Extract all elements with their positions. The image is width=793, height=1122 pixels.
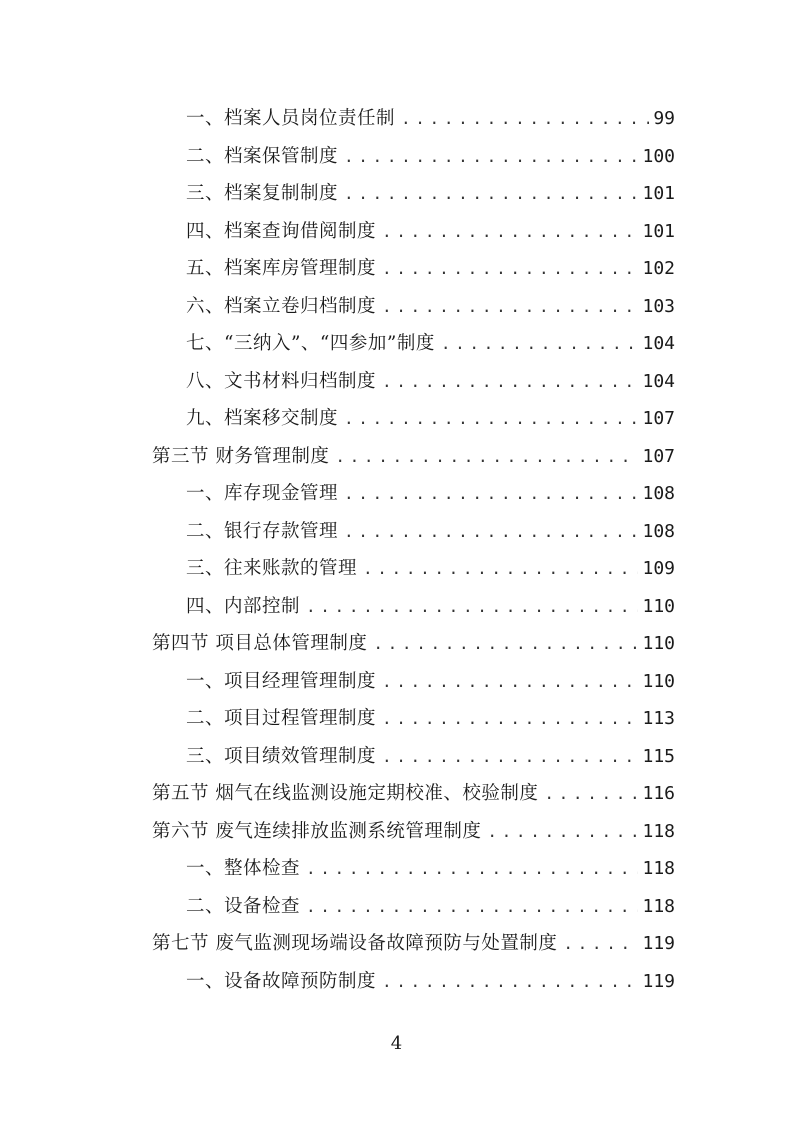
toc-entry-line [152, 625, 675, 663]
toc-subsection-entry [0, 700, 793, 738]
toc-entry-page-number: 110 [642, 670, 675, 692]
toc-subsection-entry [0, 963, 793, 1001]
toc-entry-page-number: 110 [642, 595, 675, 617]
toc-entry-label: 八、文书材料归档制度 [186, 370, 377, 392]
toc-section-entry [0, 438, 793, 476]
toc-entry-page-number: 119 [642, 933, 675, 954]
dot-leader [382, 963, 638, 1001]
toc-entry-line [152, 813, 675, 851]
toc-entry-page-number: 115 [642, 745, 675, 767]
toc-entry-page-number: 104 [642, 370, 675, 392]
dot-leader [344, 513, 638, 551]
toc-subsection-entry [0, 888, 793, 926]
toc-entry-label: 一、设备故障预防制度 [186, 970, 377, 992]
toc-entry-label: 第六节 废气连续排放监测系统管理制度 [152, 820, 482, 842]
toc-subsection-entry [0, 213, 793, 251]
toc-subsection-entry [0, 513, 793, 551]
toc-entry-label: 第七节 废气监测现场端设备故障预防与处置制度 [152, 933, 558, 954]
dot-leader [335, 438, 638, 476]
dot-leader [382, 213, 638, 251]
toc-entry-line [186, 288, 675, 326]
toc-entry-page-number: 119 [642, 970, 675, 992]
toc-entry-label: 三、往来账款的管理 [186, 558, 358, 579]
toc-entry-label: 一、项目经理管理制度 [186, 670, 377, 692]
toc-entry-label: 第三节 财务管理制度 [152, 445, 330, 467]
toc-subsection-entry [0, 475, 793, 513]
toc-section-entry [0, 813, 793, 851]
toc-entry-line [186, 588, 675, 626]
toc-entry-line [186, 850, 675, 888]
toc-entry-label: 一、档案人员岗位责任制 [186, 108, 396, 129]
toc-entry-line [186, 175, 675, 213]
toc-entry-line [152, 438, 675, 476]
toc-section-entry [0, 625, 793, 663]
dot-leader [344, 175, 638, 213]
toc-entry-page-number: 109 [642, 558, 675, 579]
toc-entry-label: 五、档案库房管理制度 [186, 258, 377, 279]
toc-subsection-entry [0, 138, 793, 176]
toc-entry-page-number: 108 [642, 520, 675, 542]
dot-leader [382, 363, 638, 401]
dot-leader [382, 738, 638, 776]
dot-leader [306, 888, 638, 926]
toc-entry-page-number: 100 [642, 145, 675, 167]
dot-leader [344, 138, 638, 176]
toc-subsection-entry [0, 550, 793, 588]
toc-subsection-entry [0, 738, 793, 776]
toc-entry-label: 四、内部控制 [186, 595, 301, 617]
toc-subsection-entry [0, 175, 793, 213]
toc-entry-page-number: 116 [642, 783, 675, 804]
toc-subsection-entry [0, 100, 793, 138]
dot-leader [487, 813, 638, 851]
toc-entry-label: 一、整体检查 [186, 858, 301, 879]
toc-entry-label: 七、“三纳入”、“四参加”制度 [186, 333, 435, 354]
dot-leader [373, 625, 638, 663]
toc-entry-line [186, 475, 675, 513]
toc-subsection-entry [0, 588, 793, 626]
toc-entry-page-number: 118 [642, 895, 675, 917]
toc-entry-label: 二、项目过程管理制度 [186, 708, 377, 729]
toc-entry-page-number: 103 [642, 295, 675, 317]
table-of-contents [0, 100, 793, 1000]
toc-entry-label: 第四节 项目总体管理制度 [152, 633, 368, 654]
toc-entry-page-number: 102 [642, 258, 675, 279]
toc-entry-label: 二、银行存款管理 [186, 520, 339, 542]
toc-entry-label: 六、档案立卷归档制度 [186, 295, 377, 317]
dot-leader [306, 850, 638, 888]
dot-leader [382, 663, 638, 701]
toc-entry-line [152, 775, 675, 813]
dot-leader [344, 400, 638, 438]
dot-leader [363, 550, 638, 588]
toc-entry-label: 第五节 烟气在线监测设施定期校准、校验制度 [152, 783, 539, 804]
dot-leader [382, 700, 638, 738]
toc-entry-line [186, 663, 675, 701]
toc-subsection-entry [0, 663, 793, 701]
toc-entry-page-number: 99 [653, 108, 675, 129]
toc-entry-page-number: 118 [642, 820, 675, 842]
dot-leader [382, 250, 638, 288]
toc-entry-line [186, 363, 675, 401]
dot-leader [544, 775, 638, 813]
toc-entry-label: 四、档案查询借阅制度 [186, 220, 377, 242]
toc-entry-label: 二、设备检查 [186, 895, 301, 917]
toc-entry-line [186, 963, 675, 1001]
toc-subsection-entry [0, 850, 793, 888]
toc-entry-line [186, 738, 675, 776]
toc-entry-page-number: 104 [642, 333, 675, 354]
dot-leader [306, 588, 638, 626]
toc-section-entry [0, 925, 793, 963]
toc-entry-line [186, 400, 675, 438]
toc-entry-label: 三、档案复制制度 [186, 183, 339, 204]
toc-entry-page-number: 107 [642, 408, 675, 429]
toc-entry-line [186, 700, 675, 738]
toc-entry-label: 九、档案移交制度 [186, 408, 339, 429]
toc-entry-line [186, 325, 675, 363]
toc-entry-line [186, 100, 675, 138]
toc-entry-line [186, 888, 675, 926]
toc-entry-line [186, 250, 675, 288]
toc-subsection-entry [0, 250, 793, 288]
toc-entry-line [186, 550, 675, 588]
dot-leader [401, 100, 649, 138]
toc-subsection-entry [0, 400, 793, 438]
dot-leader [344, 475, 638, 513]
dot-leader [441, 325, 639, 363]
dot-leader [382, 288, 638, 326]
toc-entry-label: 二、档案保管制度 [186, 145, 339, 167]
toc-entry-label: 一、库存现金管理 [186, 483, 339, 504]
toc-entry-line [186, 513, 675, 551]
toc-section-entry [0, 775, 793, 813]
toc-entry-line [186, 138, 675, 176]
toc-entry-page-number: 118 [642, 858, 675, 879]
toc-entry-page-number: 110 [642, 633, 675, 654]
toc-subsection-entry [0, 363, 793, 401]
toc-entry-page-number: 107 [642, 445, 675, 467]
toc-entry-line [186, 213, 675, 251]
toc-entry-page-number: 108 [642, 483, 675, 504]
dot-leader [563, 925, 638, 963]
toc-subsection-entry [0, 288, 793, 326]
toc-entry-label: 三、项目绩效管理制度 [186, 745, 377, 767]
toc-entry-line [152, 925, 675, 963]
toc-entry-page-number: 101 [642, 220, 675, 242]
toc-entry-page-number: 113 [642, 708, 675, 729]
toc-subsection-entry [0, 325, 793, 363]
toc-entry-page-number: 101 [642, 183, 675, 204]
page-number: 4 [390, 1033, 403, 1054]
